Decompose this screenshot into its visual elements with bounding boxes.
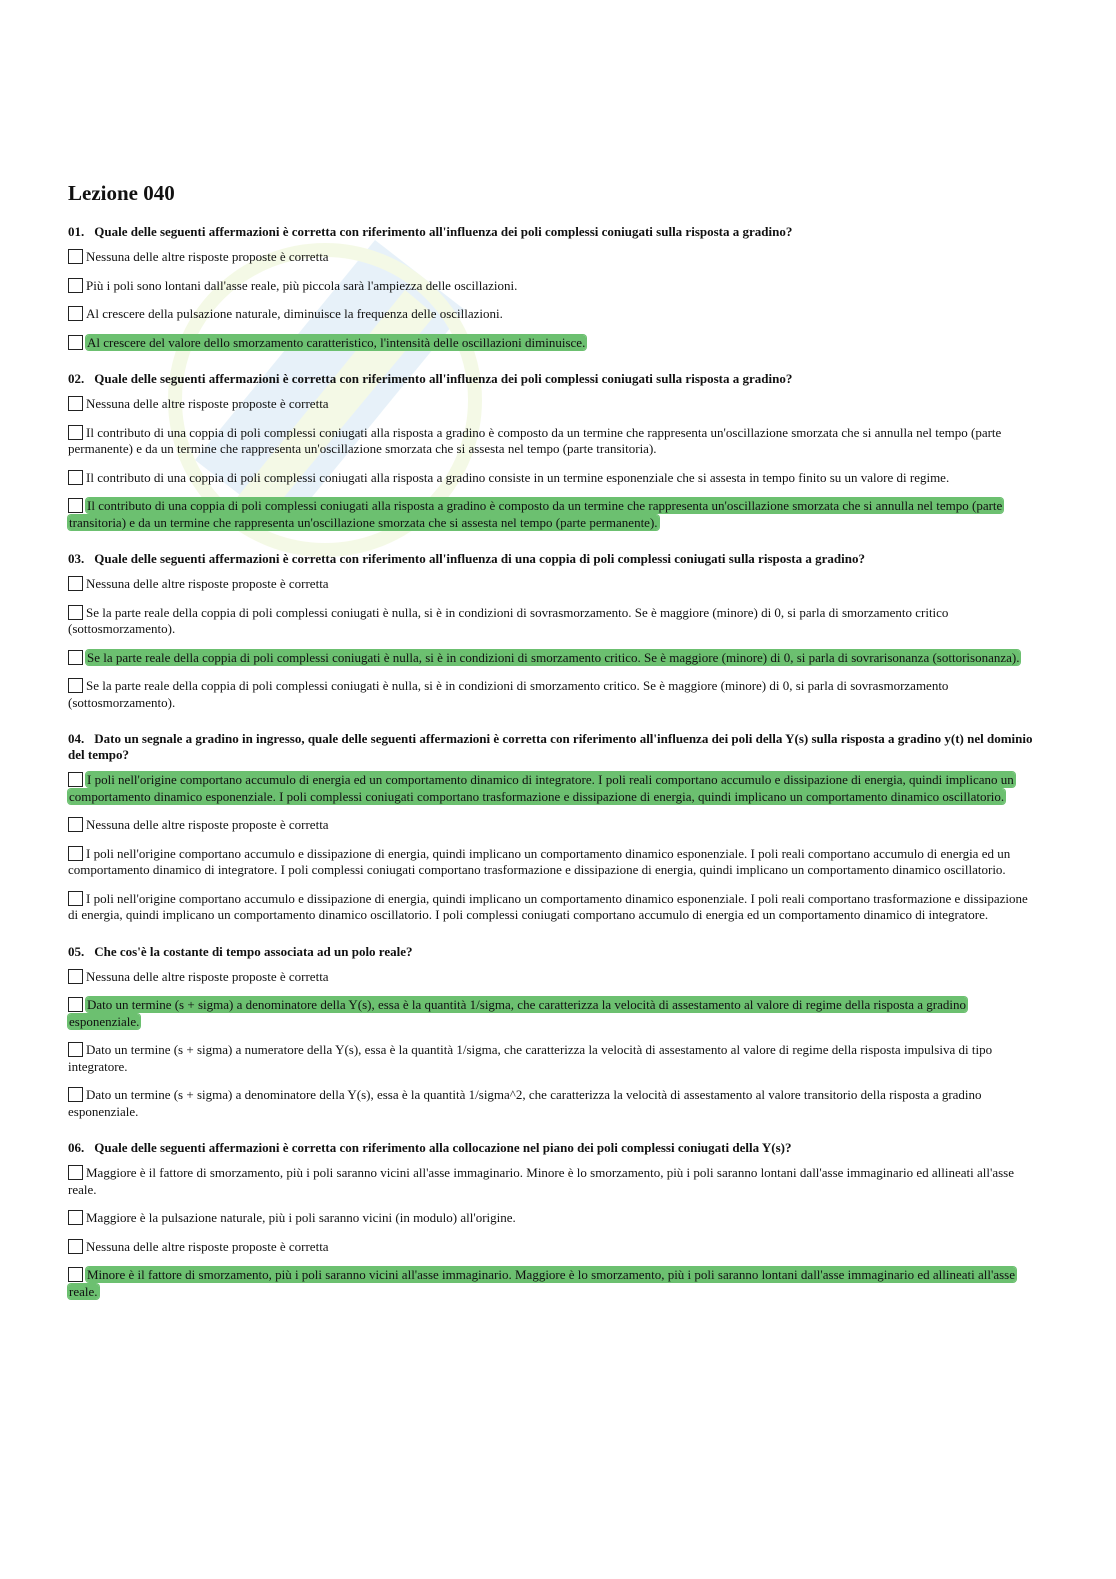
answer-text: Minore è il fattore di smorzamento, più i poli saranno vicini all'asse immaginario. Maggiore è lo smorzamento, più i poli saranno lontani dall'asse immaginario ed allineati all'asse reale. — [69, 1267, 1015, 1299]
answer-option-correct — [68, 335, 1040, 352]
question-number: 06. — [68, 1140, 85, 1155]
answer-text: Al crescere della pulsazione naturale, diminuisce la frequenza delle oscillazioni. — [86, 306, 503, 321]
question-number: 04. — [68, 731, 85, 746]
checkbox-icon[interactable] — [68, 425, 83, 440]
answer-text: Nessuna delle altre risposte proposte è corretta — [86, 817, 329, 832]
answer-text: Nessuna delle altre risposte proposte è corretta — [86, 249, 329, 264]
question-text — [68, 224, 1040, 240]
answer-text: Nessuna delle altre risposte proposte è corretta — [86, 576, 329, 591]
answer-option — [68, 846, 1040, 879]
answer-text: Se la parte reale della coppia di poli complessi coniugati è nulla, si è in condizioni di smorzamento critico. Se è maggiore (minore) di 0, si parla di sovrasmorzamento (sottosmorzamento). — [68, 678, 949, 710]
answer-text: Dato un termine (s + sigma) a denominatore della Y(s), essa è la quantità 1/sigma^2, che caratterizza la velocità di assestamento al valore transitorio della risposta a gradino esponenziale. — [68, 1087, 982, 1119]
question-text — [68, 731, 1040, 763]
answer-option — [68, 278, 1040, 295]
checkbox-icon[interactable] — [68, 1042, 83, 1057]
checkbox-icon[interactable] — [68, 817, 83, 832]
answer-text: Nessuna delle altre risposte proposte è corretta — [86, 968, 329, 984]
answer-option — [68, 1210, 1040, 1227]
document-page — [68, 178, 1040, 1320]
checkbox-icon[interactable] — [68, 969, 83, 984]
question-label: Quale delle seguenti affermazioni è corretta con riferimento all'influenza di una coppia di poli complessi coniugati sulla risposta a gradino? — [94, 551, 865, 566]
checkbox-icon[interactable] — [68, 396, 83, 411]
answer-option — [68, 1239, 1040, 1256]
answer-option — [68, 969, 1040, 986]
checkbox-icon[interactable] — [68, 576, 83, 591]
checkbox-icon[interactable] — [68, 605, 83, 620]
answer-option-correct — [68, 997, 1040, 1030]
question-list — [68, 224, 1040, 1300]
question-label: Che cos'è la costante di tempo associata ad un polo reale? — [94, 943, 413, 959]
checkbox-icon[interactable] — [68, 278, 83, 293]
checkbox-icon[interactable] — [68, 846, 83, 861]
question-block — [68, 371, 1040, 531]
answer-text: Dato un termine (s + sigma) a numeratore della Y(s), essa è la quantità 1/sigma, che caratterizza la velocità di assestamento al valore di regime della risposta impulsiva di tipo integratore. — [68, 1042, 993, 1074]
answer-option — [68, 1165, 1040, 1198]
answer-option — [68, 1042, 1040, 1075]
question-label: Dato un segnale a gradino in ingresso, quale delle seguenti affermazioni è corretta con riferimento all'influenza dei poli della Y(s) sulla risposta a gradino y(t) nel dominio del tempo? — [68, 731, 1033, 762]
answer-option — [68, 425, 1040, 458]
checkbox-icon[interactable] — [68, 1087, 83, 1102]
answer-option — [68, 605, 1040, 638]
answer-option — [68, 249, 1040, 266]
answer-option — [68, 891, 1040, 924]
question-text — [68, 1140, 1040, 1156]
question-text — [68, 551, 1040, 567]
question-block — [68, 224, 1040, 351]
question-number: 03. — [68, 551, 85, 566]
question-label: Quale delle seguenti affermazioni è corretta con riferimento alla collocazione nel piano dei poli complessi coniugati della Y(s)? — [94, 1140, 792, 1155]
answer-option — [68, 396, 1040, 413]
answer-option — [68, 576, 1040, 593]
answer-text: Maggiore è la pulsazione naturale, più i poli saranno vicini (in modulo) all'origine. — [86, 1210, 516, 1225]
answer-option — [68, 470, 1040, 487]
answer-text: Il contributo di una coppia di poli complessi coniugati alla risposta a gradino consiste in un termine esponenziale che si assesta in tempo finito su un valore di regime. — [86, 469, 950, 485]
checkbox-icon[interactable] — [68, 306, 83, 321]
question-block — [68, 731, 1040, 924]
answer-option-correct — [68, 1267, 1040, 1300]
checkbox-icon[interactable] — [68, 470, 83, 485]
question-block — [68, 551, 1040, 711]
answer-text: Se la parte reale della coppia di poli complessi coniugati è nulla, si è in condizioni di sovrasmorzamento. Se è maggiore (minore) di 0, si parla di smorzamento critico (sottosmorzamento). — [68, 604, 949, 636]
checkbox-icon[interactable] — [68, 1165, 83, 1180]
answer-text: Il contributo di una coppia di poli complessi coniugati alla risposta a gradino è composto da un termine che rappresenta un'oscillazione smorzata che si annulla nel tempo (parte permanente) e da un termine che rappresenta un'oscillazione smorzata che si assesta nel tempo (parte transitoria). — [68, 424, 1002, 456]
answer-text: Al crescere del valore dello smorzamento caratteristico, l'intensità delle oscillazioni diminuisce. — [87, 334, 586, 350]
question-number: 02. — [68, 371, 85, 386]
question-block — [68, 1140, 1040, 1300]
question-label: Quale delle seguenti affermazioni è corretta con riferimento all'influenza dei poli complessi coniugati sulla risposta a gradino? — [94, 224, 793, 239]
checkbox-icon[interactable] — [68, 650, 83, 665]
answer-option — [68, 817, 1040, 834]
checkbox-icon[interactable] — [68, 335, 83, 350]
checkbox-icon[interactable] — [68, 1210, 83, 1225]
answer-text: Il contributo di una coppia di poli complessi coniugati alla risposta a gradino è composto da un termine che rappresenta un'oscillazione smorzata che si annulla nel tempo (parte transitoria) e da un termine che rappresenta un'oscillazione smorzata che si assesta nel tempo (parte permanente). — [69, 498, 1003, 530]
answer-option-correct — [68, 498, 1040, 531]
question-text — [68, 371, 1040, 387]
answer-option — [68, 678, 1040, 711]
question-number: 01. — [68, 224, 85, 239]
answer-text: Nessuna delle altre risposte proposte è corretta — [86, 1238, 329, 1254]
question-block — [68, 944, 1040, 1121]
answer-text: Se la parte reale della coppia di poli complessi coniugati è nulla, si è in condizioni di smorzamento critico. Se è maggiore (minore) di 0, si parla di sovrarisonanza (sottorisonanza). — [87, 649, 1020, 665]
question-text — [68, 944, 1040, 960]
answer-text: Nessuna delle altre risposte proposte è corretta — [86, 396, 329, 411]
checkbox-icon[interactable] — [68, 772, 83, 787]
checkbox-icon[interactable] — [68, 1267, 83, 1282]
question-number: 05. — [68, 943, 85, 959]
answer-text: I poli nell'origine comportano accumulo e dissipazione di energia, quindi implicano un comportamento dinamico esponenziale. I poli reali comportano trasformazione e dissipazione di energia, quindi implicano un comportamento dinamico oscillatorio. I poli complessi coniugati comportano accumulo di energia ed un comportamento dinamico di integratore. — [68, 890, 1028, 922]
checkbox-icon[interactable] — [68, 678, 83, 693]
answer-option-correct — [68, 650, 1040, 667]
answer-option-correct — [68, 772, 1040, 805]
answer-option — [68, 306, 1040, 323]
question-label: Quale delle seguenti affermazioni è corretta con riferimento all'influenza dei poli complessi coniugati sulla risposta a gradino? — [94, 371, 793, 386]
checkbox-icon[interactable] — [68, 498, 83, 513]
answer-text: I poli nell'origine comportano accumulo e dissipazione di energia, quindi implicano un comportamento dinamico esponenziale. I poli reali comportano accumulo di energia ed un comportamento dinamico di integratore. I poli complessi coniugati comportano trasformazione e dissipazione di energia, quindi implicano un comportamento dinamico oscillatorio. — [68, 845, 1011, 877]
page-title: Lezione 040 — [68, 181, 175, 205]
answer-text: Dato un termine (s + sigma) a denominatore della Y(s), essa è la quantità 1/sigma, che caratterizza la velocità di assestamento al valore di regime della risposta a gradino esponenziale. — [69, 997, 966, 1029]
answer-text: Maggiore è il fattore di smorzamento, più i poli saranno vicini all'asse immaginario. Minore è lo smorzamento, più i poli saranno lontani dall'asse immaginario ed allineati all'asse reale. — [68, 1165, 1014, 1197]
answer-text: I poli nell'origine comportano accumulo di energia ed un comportamento dinamico di integratore. I poli reali comportano accumulo e dissipazione di energia, quindi implicano un comportamento dinamico esponenziale. I poli complessi coniugati comportano trasformazione e dissipazione di energia, quindi implicano un comportamento dinamico oscillatorio. — [69, 772, 1014, 804]
checkbox-icon[interactable] — [68, 997, 83, 1012]
checkbox-icon[interactable] — [68, 249, 83, 264]
answer-text: Più i poli sono lontani dall'asse reale, più piccola sarà l'ampiezza delle oscillazioni. — [86, 277, 518, 293]
checkbox-icon[interactable] — [68, 891, 83, 906]
answer-option — [68, 1087, 1040, 1120]
checkbox-icon[interactable] — [68, 1239, 83, 1254]
